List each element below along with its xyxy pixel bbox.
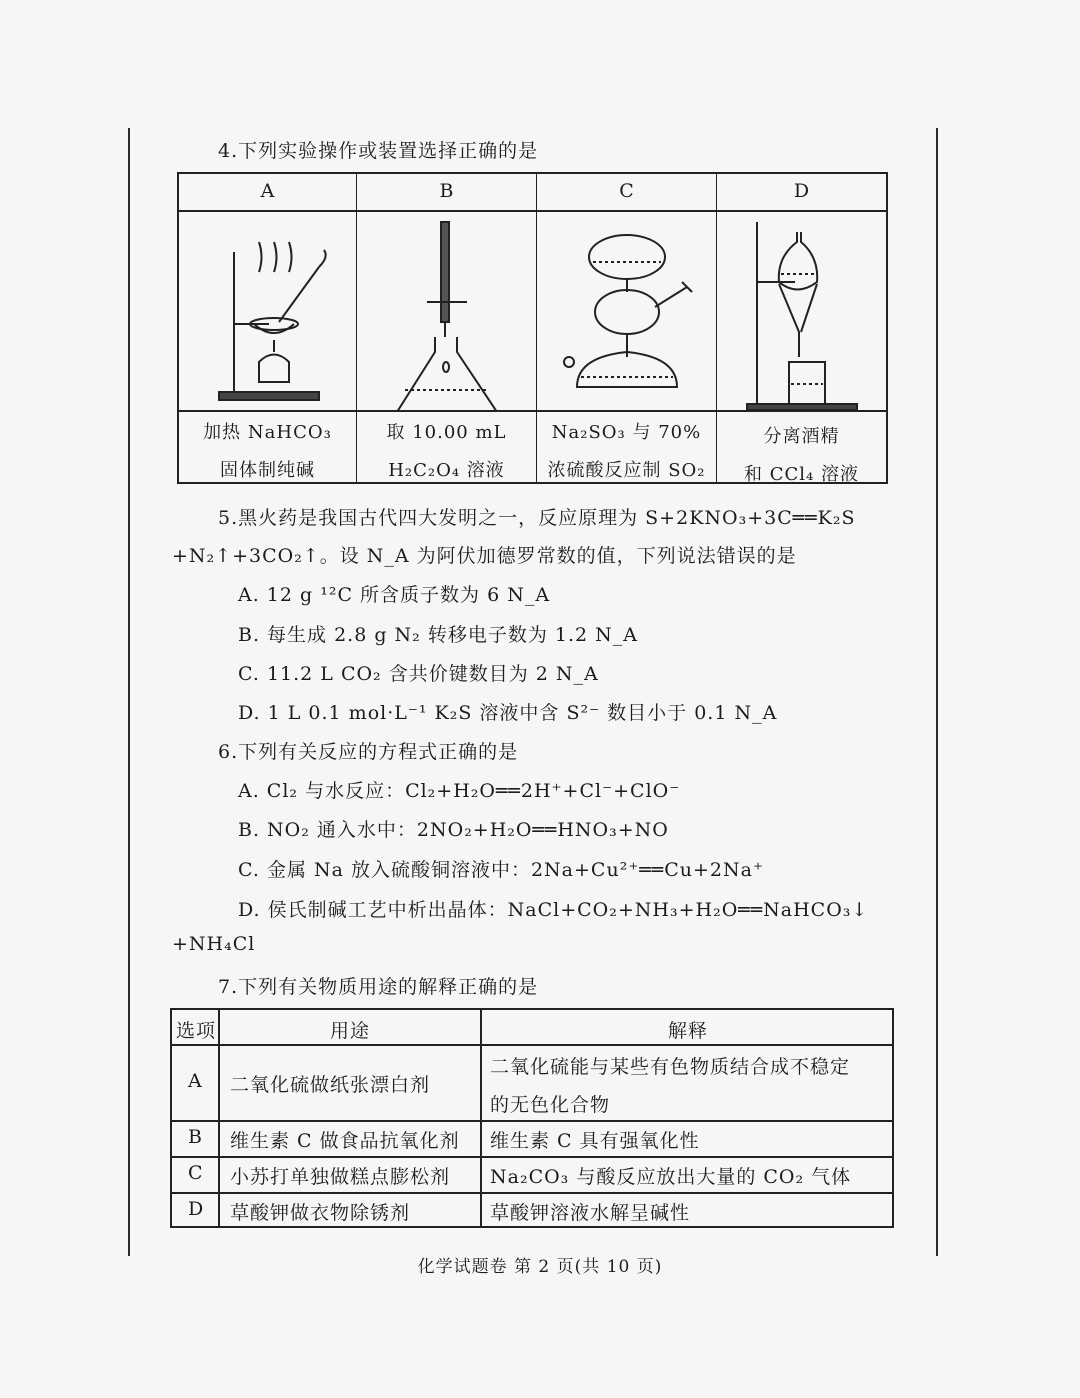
option-a-caption-line2: 固体制纯碱 bbox=[220, 460, 315, 481]
page-margin-line-left bbox=[128, 128, 130, 1256]
option-d-caption-line1: 分离酒精 bbox=[763, 426, 840, 447]
question-5-option-b: B. 每生成 2.8 g N₂ 转移电子数为 1.2 N_A bbox=[238, 624, 638, 646]
question-6-option-b: B. NO₂ 通入水中：2NO₂+H₂O══HNO₃+NO bbox=[238, 819, 669, 841]
row-a-explain-line2: 的无色化合物 bbox=[490, 1094, 611, 1116]
question-6-option-a: A. Cl₂ 与水反应：Cl₂+H₂O══2H⁺+Cl⁻+ClO⁻ bbox=[238, 780, 681, 802]
question-7-table bbox=[170, 1008, 894, 1228]
question-4-table bbox=[177, 172, 888, 484]
question-5-option-d: D. 1 L 0.1 mol·L⁻¹ K₂S 溶液中含 S²⁻ 数目小于 0.1 N_A bbox=[238, 702, 778, 724]
question-6-option-d: D. 侯氏制碱工艺中析出晶体：NaCl+CO₂+NH₃+H₂O══NaHCO₃↓ bbox=[238, 899, 869, 921]
question-5-option-a: A. 12 g ¹²C 所含质子数为 6 N_A bbox=[238, 584, 551, 606]
row-c-key: C bbox=[188, 1162, 204, 1184]
option-b-header: B bbox=[439, 180, 454, 202]
option-d-column bbox=[717, 174, 886, 485]
row-a-explain-line1: 二氧化硫能与某些有色物质结合成不稳定 bbox=[490, 1056, 851, 1078]
option-c-caption-line2: 浓硫酸反应制 SO₂ bbox=[547, 460, 706, 481]
question-4-title: 4.下列实验操作或装置选择正确的是 bbox=[218, 140, 539, 162]
option-c-column bbox=[537, 174, 717, 482]
page-footer: 化学试题卷 第 2 页(共 10 页) bbox=[417, 1257, 663, 1277]
question-6-option-d-continuation: +NH₄Cl bbox=[172, 933, 256, 955]
option-d-caption-line2: 和 CCl₄ 溶液 bbox=[744, 464, 859, 485]
row-d-use: 草酸钾做衣物除锈剂 bbox=[230, 1202, 411, 1224]
row-b-key: B bbox=[188, 1126, 203, 1148]
option-a-header: A bbox=[260, 180, 275, 202]
option-a-caption-line1: 加热 NaHCO₃ bbox=[203, 422, 332, 443]
option-a-column bbox=[179, 174, 357, 482]
option-c-caption-line1: Na₂SO₃ 与 70% bbox=[551, 422, 702, 443]
row-d-explain: 草酸钾溶液水解呈碱性 bbox=[490, 1202, 691, 1224]
question-7-title: 7.下列有关物质用途的解释正确的是 bbox=[218, 976, 539, 998]
header-use: 用途 bbox=[330, 1020, 371, 1042]
question-5-line1: 5.黑火药是我国古代四大发明之一，反应原理为 S+2KNO₃+3C══K₂S bbox=[218, 507, 856, 529]
row-a-use: 二氧化硫做纸张漂白剂 bbox=[230, 1074, 431, 1096]
row-c-use: 小苏打单独做糕点膨松剂 bbox=[230, 1166, 451, 1188]
row-b-use: 维生素 C 做食品抗氧化剂 bbox=[230, 1130, 460, 1152]
burette-flask-figure bbox=[357, 212, 536, 412]
heating-apparatus-figure bbox=[179, 212, 356, 412]
gas-generator-figure bbox=[537, 212, 716, 412]
header-explanation: 解释 bbox=[668, 1020, 709, 1042]
question-6-option-c: C. 金属 Na 放入硫酸铜溶液中：2Na+Cu²⁺══Cu+2Na⁺ bbox=[238, 859, 764, 881]
option-c-header: C bbox=[619, 180, 634, 202]
row-a-key: A bbox=[188, 1070, 203, 1092]
question-5-option-c: C. 11.2 L CO₂ 含共价键数目为 2 N_A bbox=[238, 663, 599, 685]
header-option: 选项 bbox=[176, 1020, 217, 1042]
option-b-caption-line1: 取 10.00 mL bbox=[386, 422, 507, 443]
table-row-divider bbox=[172, 1192, 892, 1194]
page-margin-line-right bbox=[936, 128, 938, 1256]
separatory-funnel-figure bbox=[717, 212, 886, 412]
option-b-caption-line2: H₂C₂O₄ 溶液 bbox=[388, 460, 505, 481]
table-row-divider bbox=[172, 1120, 892, 1122]
table-row-divider bbox=[172, 1044, 892, 1046]
question-5-line2: +N₂↑+3CO₂↑。设 N_A 为阿伏加德罗常数的值，下列说法错误的是 bbox=[172, 545, 797, 567]
row-c-explain: Na₂CO₃ 与酸反应放出大量的 CO₂ 气体 bbox=[490, 1166, 852, 1188]
table-col-divider bbox=[480, 1010, 482, 1226]
option-b-column bbox=[357, 174, 537, 482]
row-b-explain: 维生素 C 具有强氧化性 bbox=[490, 1130, 700, 1152]
table-row-divider bbox=[172, 1156, 892, 1158]
row-d-key: D bbox=[188, 1198, 205, 1220]
option-d-header: D bbox=[793, 180, 810, 202]
table-col-divider bbox=[218, 1010, 220, 1226]
question-6-title: 6.下列有关反应的方程式正确的是 bbox=[218, 741, 519, 763]
